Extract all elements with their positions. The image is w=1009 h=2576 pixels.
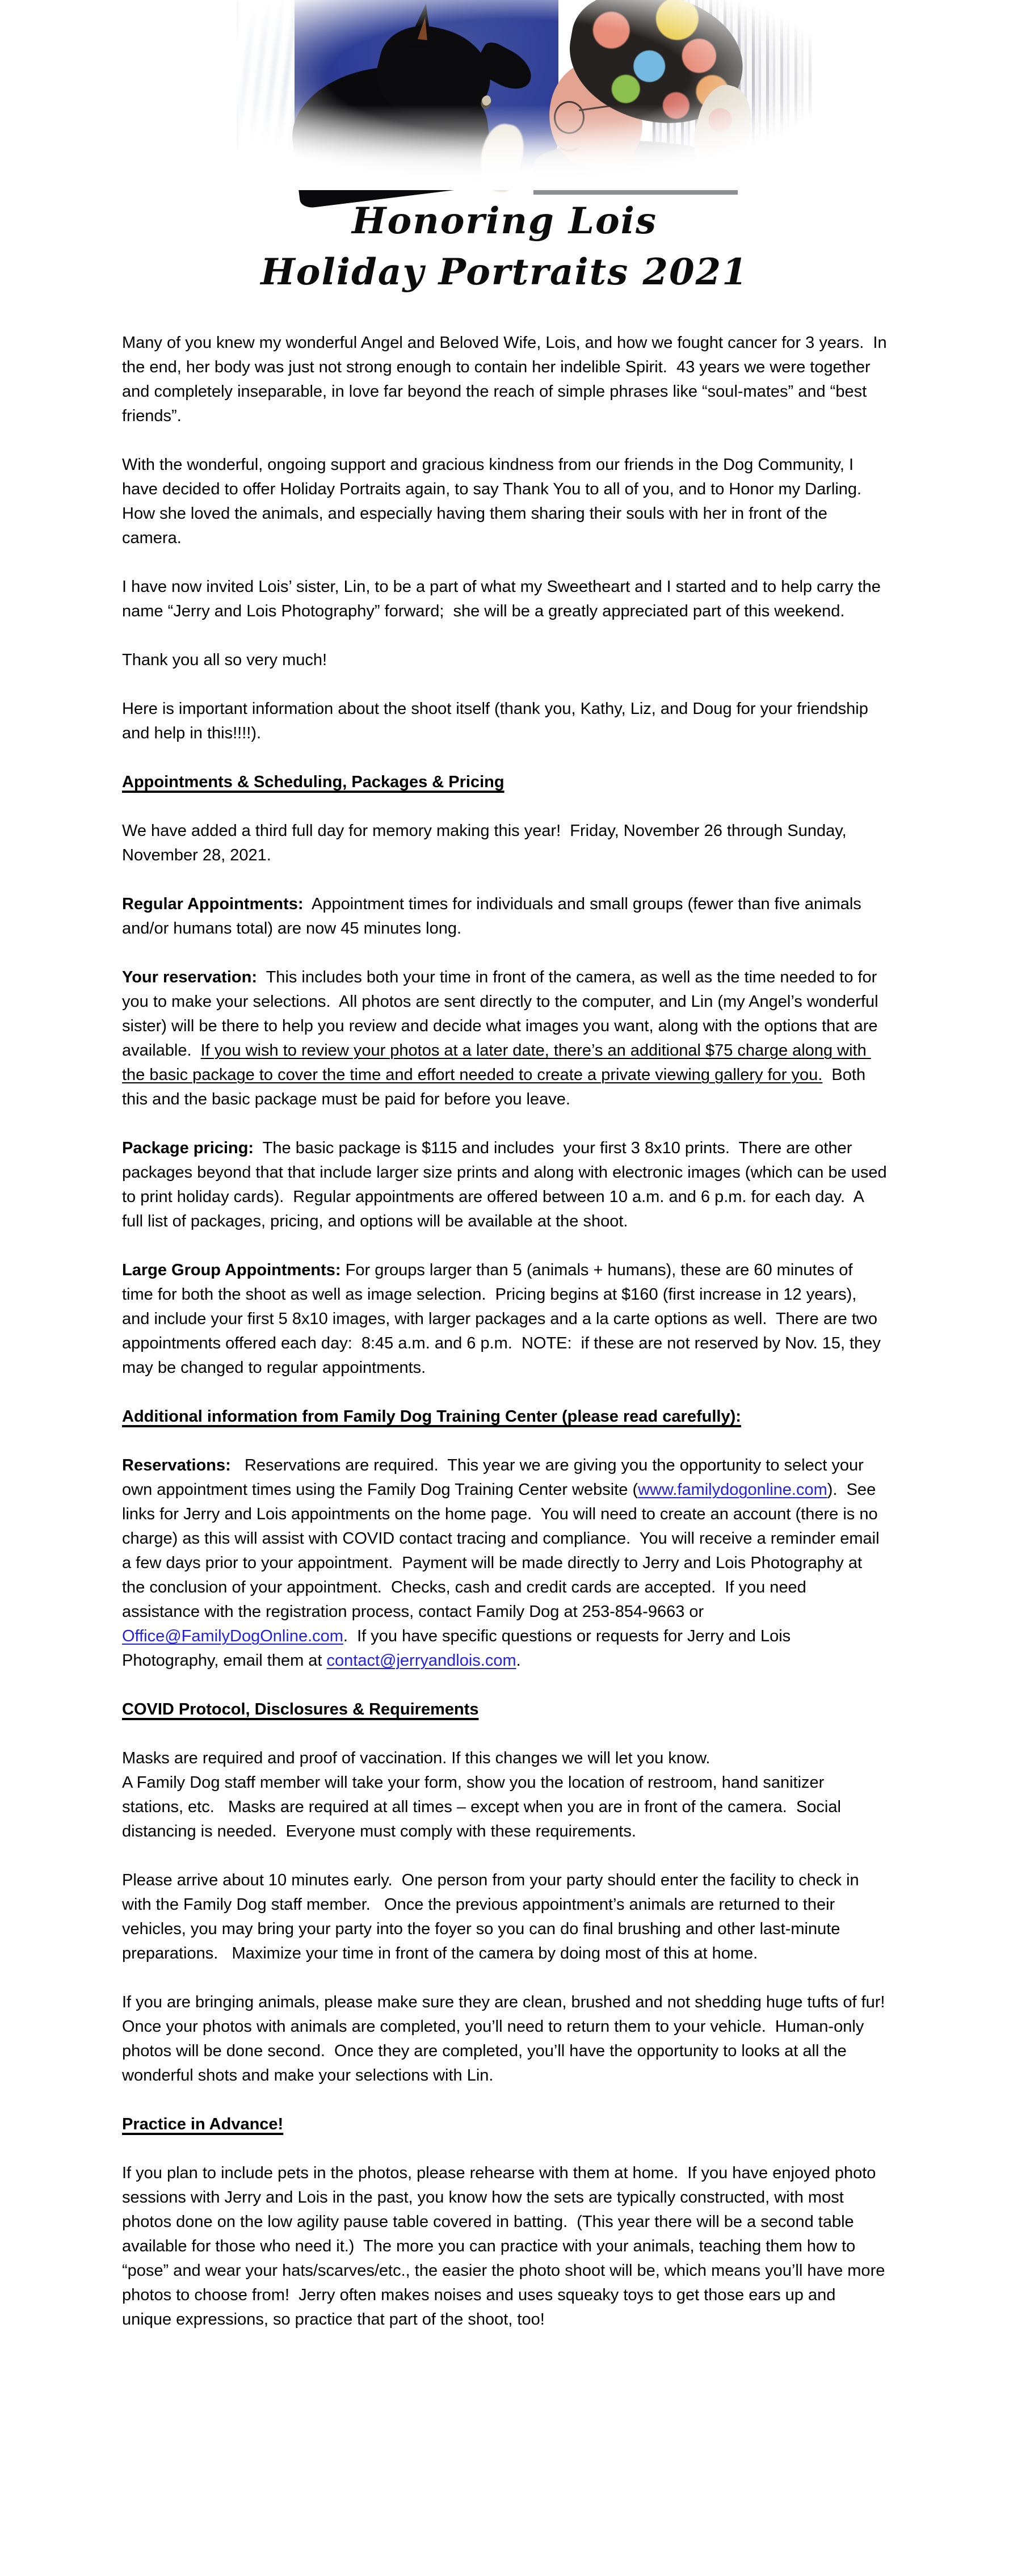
text-run: For groups larger than 5 (animals + humans), these are 60 minutes of time for both the shoot as well as image selection. Pricing begins at $160 (first increase in 12 years), and include your first 5 8x10 images, with larger packages and a la carte options as well. There are two appointments offered each day: 8:45 a.m. and 6 p.m. NOTE: if these are not reserved by Nov. 15, they may be changed to regular appointments. — [122, 1261, 885, 1377]
text-run: Here is important information about the shoot itself (thank you, Kathy, Liz, and Doug for your friendship and help in this!!!!). — [122, 700, 873, 742]
text-run: Both this and the basic package must be paid for before you leave. — [122, 1066, 871, 1108]
large-group-paragraph — [122, 1258, 887, 1380]
text-run: Thank you all so very much! — [122, 651, 327, 669]
regular-appointments-paragraph — [122, 892, 887, 941]
text-run: Please arrive about 10 minutes early. One person from your party should enter the facility to check in with the Family Dog staff member. Once the previous appointment’s animals are returned to their vehicles, you may bring your party into the foyer so you can do final brushing and other last-minute preparations. Maximize your time in front of the camera by doing most of this at home. — [122, 1871, 864, 1963]
text-run: If you wish to review your photos at a later date, there’s an additional $75 charge along with the basic package to cover the time and effort needed to create a private viewing gallery for you. — [122, 1041, 871, 1084]
arrival-paragraph — [122, 1868, 887, 1966]
reservation-paragraph — [122, 965, 887, 1112]
bold-text-run: Regular Appointments: — [122, 895, 304, 913]
thank-you-paragraph — [122, 648, 887, 673]
bold-text-run: Your reservation: — [122, 968, 257, 986]
familydog-email-link[interactable]: Office@FamilyDogOnline.com — [122, 1627, 343, 1645]
package-pricing-paragraph — [122, 1136, 892, 1234]
text-run: Appointment times for individuals and small groups (fewer than five animals and/or humans total) are now 45 minutes long. — [122, 895, 866, 938]
text-run: Reservations are required. This year we are giving you the opportunity to select your own appointment times using the Family Dog Training Center website ( — [122, 1456, 868, 1499]
text-run: This includes both your time in front of the camera, as well as the time needed to for you to make your selections. All photos are sent directly to the computer, and Lin (my Angel’s wonderful sister) will be there to help you review and decide what images you want, along with the options that are available. — [122, 968, 883, 1060]
text-run: With the wonderful, ongoing support and gracious kindness from our friends in the Dog Community, I have decided to offer Holiday Portraits again, to say Thank You to all of you, and to Honor my Darling. How she loved the animals, and especially having them sharing their souls with her in front of the camera. — [122, 456, 871, 547]
text-run: . — [516, 1652, 521, 1670]
text-run: A Family Dog staff member will take your form, show you the location of restroom, hand sanitizer stations, etc. Masks are required at all times – except when you are in front of the camera. Social distancing is needed. Everyone must comply with these requirements. — [122, 1774, 846, 1840]
heading-family-dog-info — [122, 1405, 887, 1429]
text-run: Masks are required and proof of vaccination. If this changes we will let you know. — [122, 1749, 710, 1767]
header-photo — [238, 0, 812, 190]
reservations-paragraph — [122, 1453, 887, 1673]
title-line-2: Holiday Portraits 2021 — [260, 251, 749, 293]
info-intro-paragraph — [122, 697, 887, 746]
bold-text-run: Reservations: — [122, 1456, 231, 1474]
text-run: If you plan to include pets in the photos, please rehearse with them at home. If you have enjoyed photo sessions with Jerry and Lois in the past, you know how the sets are typically constructed, with most photos done on the low agility pause table covered in batting. (This year there will be a second table available for those who need it.) The more you can practice with your animals, teaching them how to “pose” and wear your hats/scarves/etc., the easier the photo shoot will be, which means you’ll have more photos to choose from! Jerry often makes noises and uses squeaky toys to get those ears up and unique expressions, so practice that part of the shoot, too! — [122, 2164, 890, 2329]
title-line-1: Honoring Lois — [352, 200, 657, 242]
text-run: COVID Protocol, Disclosures & Requirements — [122, 1700, 479, 1718]
text-run: Appointments & Scheduling, Packages & Pricing — [122, 773, 504, 791]
text-run: Many of you knew my wonderful Angel and Beloved Wife, Lois, and how we fought cancer for 3 years. In the end, her body was just not strong enough to contain her indelible Spirit. 43 years we were together and completely inseparable, in love far beyond the reach of simple phrases like “soul-mates” and “best friends”. — [122, 334, 892, 425]
document-body — [0, 331, 1009, 2332]
bold-text-run: Package pricing: — [122, 1139, 254, 1157]
bold-text-run: Large Group Appointments: — [122, 1261, 341, 1279]
text-run: . If you have specific questions or requests for Jerry and Lois Photography, email them at — [122, 1627, 796, 1670]
text-run: We have added a third full day for memory making this year! Friday, November 26 through Sunday, November 28, 2021. — [122, 822, 851, 864]
covid-paragraph — [122, 1746, 887, 1844]
intro-paragraph-1 — [122, 331, 892, 428]
intro-paragraph-2 — [122, 453, 887, 551]
jerryandlois-email-link[interactable]: contact@jerryandlois.com — [326, 1652, 516, 1670]
text-run: I have now invited Lois’ sister, Lin, to be a part of what my Sweetheart and I started and to help carry the name “Jerry and Lois Photography” forward; she will be a greatly appreciated part of this weekend. — [122, 578, 885, 620]
heading-practice — [122, 2112, 887, 2137]
photo-white-vignette — [238, 0, 812, 190]
practice-paragraph — [122, 2161, 890, 2332]
text-run: Additional information from Family Dog Training Center (please read carefully): — [122, 1407, 741, 1426]
text-run: ). See links for Jerry and Lois appointments on the home page. You will need to create an account (there is no charge) as this will assist with COVID contact tracing and compliance. You will receive a reminder email a few days prior to your appointment. Payment will be made directly to Jerry and Lois Photography at the conclusion of your appointment. Checks, cash and credit cards are accepted. If you need assistance with the registration process, contact Family Dog at 253-854-9663 or — [122, 1481, 884, 1621]
intro-paragraph-3 — [122, 575, 887, 624]
animals-paragraph — [122, 1990, 899, 2088]
text-run: If you are bringing animals, please make sure they are clean, brushed and not shedding huge tufts of fur! Once your photos with animals are completed, you’ll need to return them to your vehicle. Human-only photos will be done second. Once they are completed, you’ll have the opportunity to looks at all the wonderful shots and make your selections with Lin. — [122, 1993, 899, 2085]
familydog-website-link[interactable]: www.familydogonline.com — [638, 1481, 827, 1499]
dates-paragraph — [122, 819, 887, 868]
heading-appointments — [122, 770, 887, 795]
page-title — [0, 196, 1009, 298]
text-run: Practice in Advance! — [122, 2115, 284, 2133]
text-run: The basic package is $115 and includes your first 3 8x10 prints. There are other packages beyond that that include larger size prints and along with electronic images (which can be used to print holiday cards). Regular appointments are offered between 10 a.m. and 6 p.m. for each day. A full list of packages, pricing, and options will be available at the shoot. — [122, 1139, 892, 1230]
heading-covid — [122, 1697, 887, 1722]
